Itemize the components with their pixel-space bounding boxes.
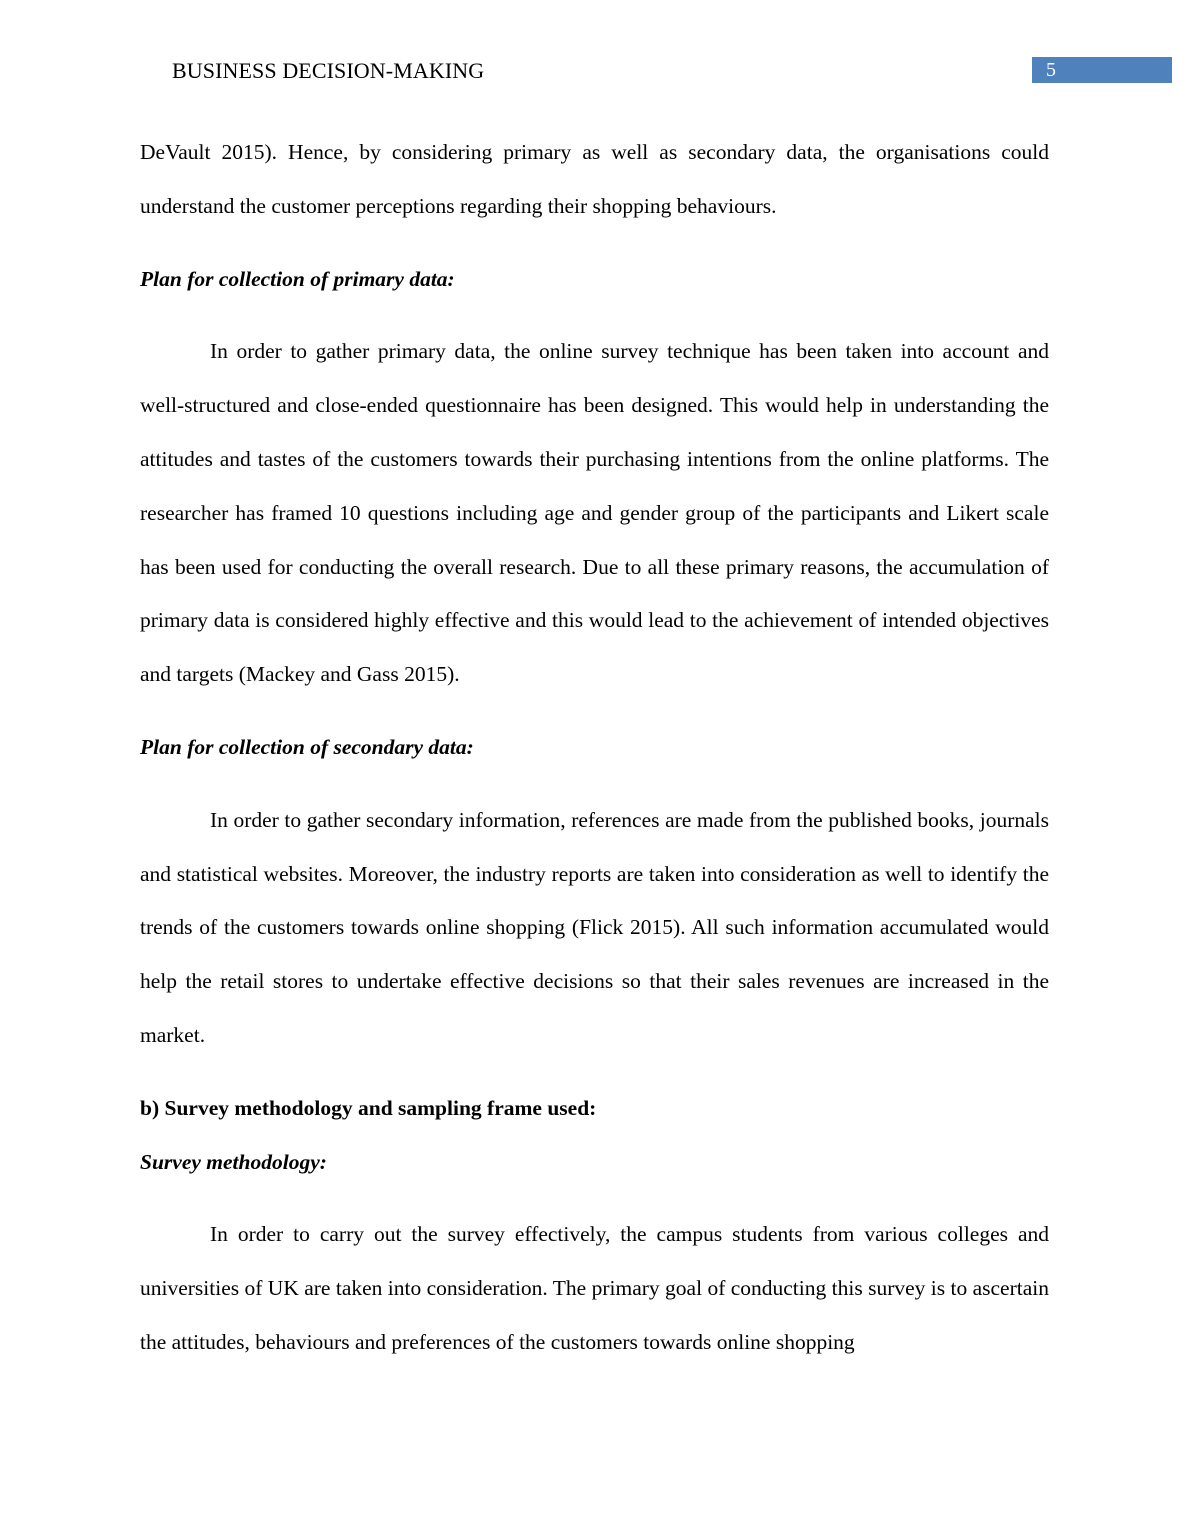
survey-methodology-heading: Survey methodology:	[140, 1149, 327, 1174]
page-number: 5	[1032, 57, 1172, 83]
running-header-title: BUSINESS DECISION-MAKING	[172, 58, 485, 83]
secondary-data-paragraph: In order to gather secondary information, references are made from the published books, journals and statistical websites. Moreover, the industry reports are taken into consideration as well to identify the trends of the customers towards online shopping (Flick 2015). All such information accumulated would help the retail stores to undertake effective decisions so that their sales revenues are increased in the market.	[140, 807, 1049, 1047]
primary-data-heading: Plan for collection of primary data:	[140, 266, 455, 291]
intro-paragraph: DeVault 2015). Hence, by considering primary as well as secondary data, the organisations could understand the customer perceptions regarding their shopping behaviours.	[140, 140, 1049, 218]
survey-methodology-paragraph: In order to carry out the survey effectively, the campus students from various colleges and universities of UK are taken into consideration. The primary goal of conducting this survey is to ascertain the attitudes, behaviours and preferences of the customers towards online shopping	[140, 1222, 1049, 1354]
secondary-data-heading: Plan for collection of secondary data:	[140, 734, 474, 759]
section-b-heading: b) Survey methodology and sampling frame used:	[140, 1095, 597, 1120]
primary-data-paragraph: In order to gather primary data, the online survey technique has been taken into account and well-structured and close-ended questionnaire has been designed. This would help in understanding the attitudes and tastes of the customers towards their purchasing intentions from the online platforms. The researcher has framed 10 questions including age and gender group of the participants and Likert scale has been used for conducting the overall research. Due to all these primary reasons, the accumulation of primary data is considered highly effective and this would lead to the achievement of intended objectives and targets (Mackey and Gass 2015).	[140, 339, 1049, 687]
document-body	[140, 126, 1049, 1370]
